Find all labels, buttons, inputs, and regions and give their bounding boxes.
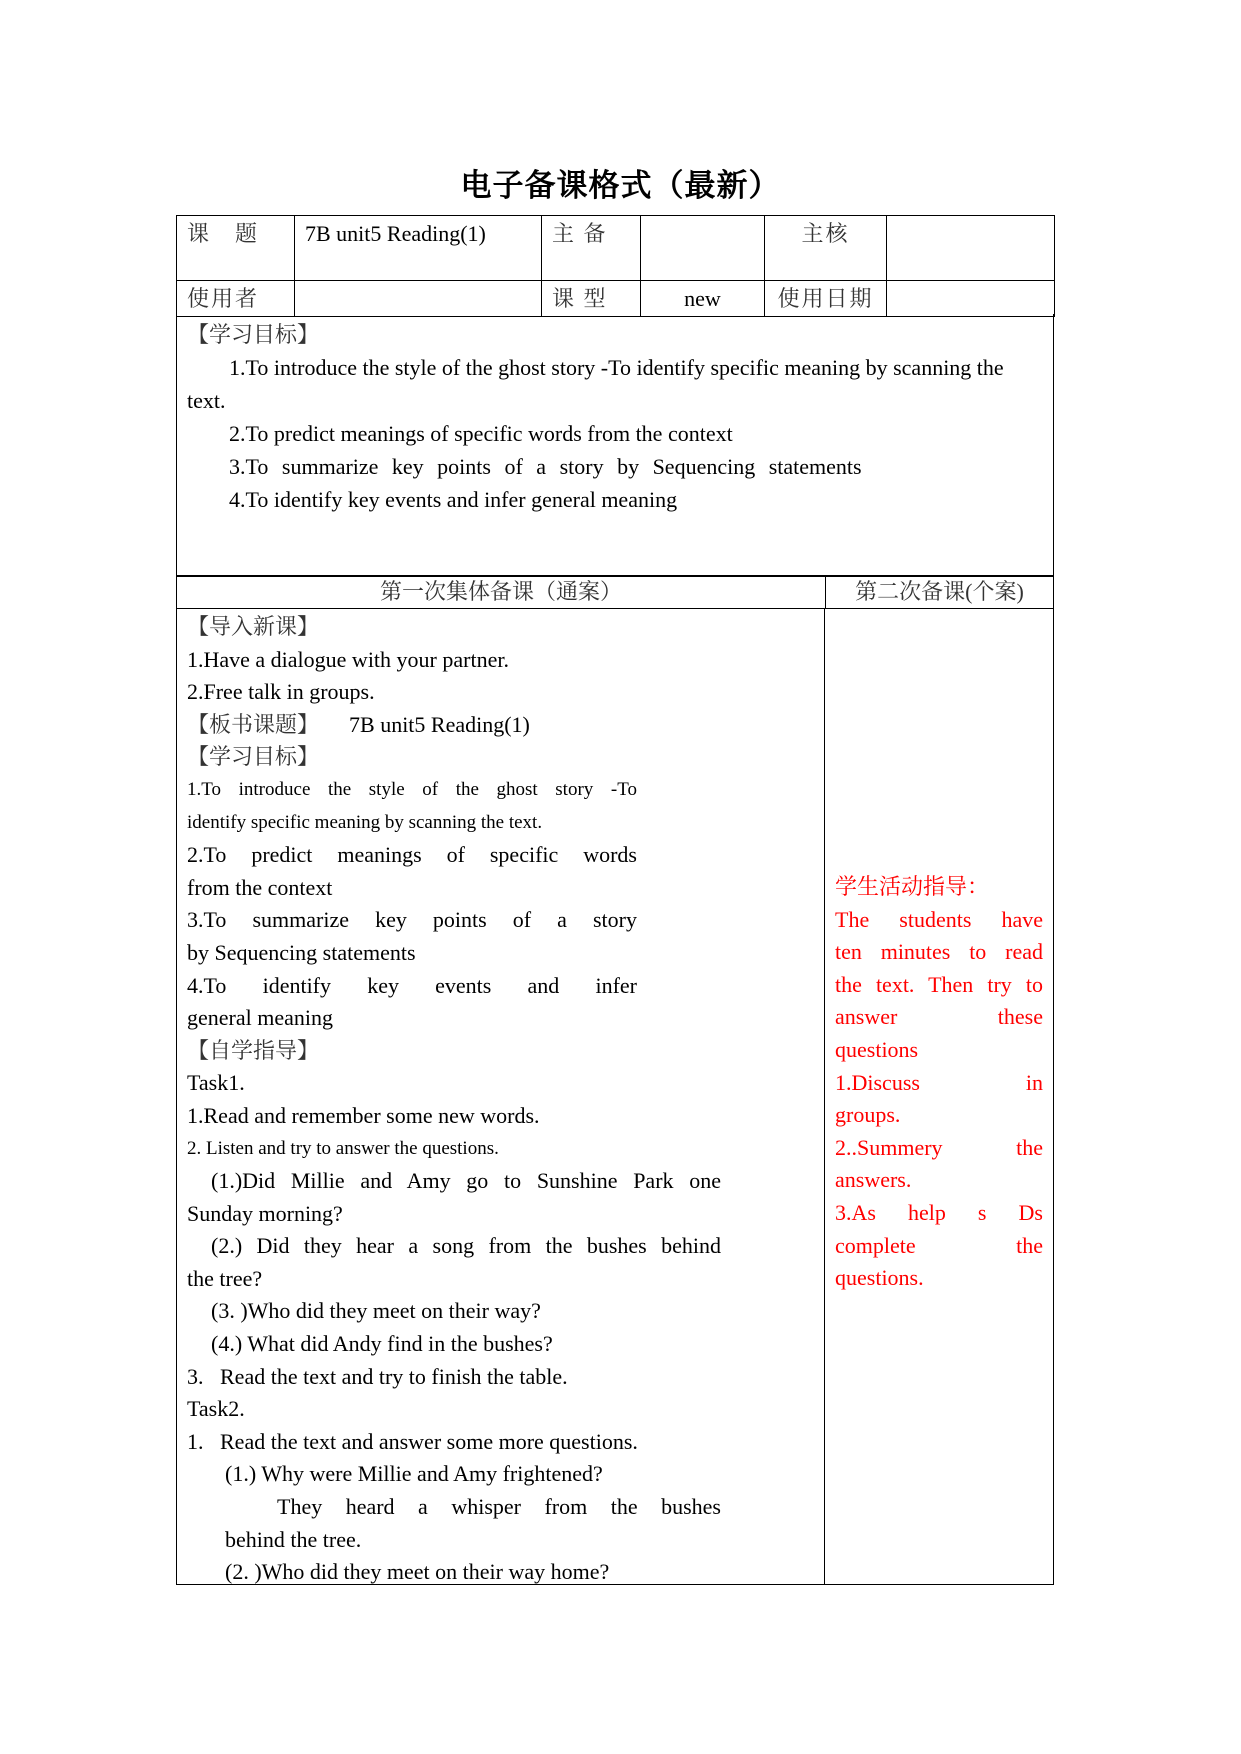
activity-line: groups. [835, 1102, 901, 1128]
task2-label: Task2. [187, 1396, 245, 1422]
task1-item: 1.Read and remember some new words. [187, 1102, 540, 1128]
task1-item: 2. Listen and try to answer the questions. [187, 1137, 499, 1159]
activity-line: The students have [835, 906, 1043, 932]
self-study-heading: 【自学指导】 [187, 1037, 320, 1063]
activity-line: ten minutes to read [835, 939, 1043, 965]
goal-line: from the context [187, 874, 333, 900]
question-line: the tree? [187, 1265, 263, 1291]
prep-label: 主 备 [542, 216, 641, 281]
lesson-body [176, 608, 1054, 1585]
question-line: (3. )Who did they meet on their way? [211, 1298, 541, 1324]
type-value: new [641, 281, 765, 317]
goal-line: 2.To predict meanings of specific words [187, 842, 637, 868]
board-value: 7B unit5 Reading(1) [349, 711, 530, 737]
second-prep-header: 第二次备课(个案) [855, 579, 1024, 604]
intro-heading: 【导入新课】 [187, 614, 320, 639]
goal-line: 3.To summarize key points of a story [187, 907, 637, 933]
goal-item: 4.To identify key events and infer general meaning [229, 487, 678, 512]
date-label: 使用日期 [765, 281, 887, 317]
user-value [295, 281, 542, 317]
review-label: 主核 [765, 216, 887, 281]
goal-line: 4.To identify key events and infer [187, 972, 637, 998]
prep-value [641, 216, 765, 281]
activity-line: complete the [835, 1232, 1043, 1258]
topic-value: 7B unit5 Reading(1) [295, 216, 542, 281]
activity-line: questions. [835, 1265, 924, 1291]
activity-line: answer these [835, 1004, 1043, 1030]
individual-plan-column [825, 608, 1053, 1584]
type-label: 课 型 [542, 281, 641, 317]
goals-heading: 【学习目标】 [187, 322, 320, 347]
activity-line: 3.As help s Ds [835, 1199, 1043, 1225]
activity-guide-heading: 学生活动指导： [835, 874, 990, 899]
goal-line: by Sequencing statements [187, 939, 416, 965]
board-heading: 【板书课题】 [187, 711, 320, 737]
goal-item: 1.To introduce the style of the ghost story -To identify specific meaning by scanning the text. [187, 355, 1004, 413]
question-line: Sunday morning? [187, 1200, 343, 1226]
question-line: (1.)Did Millie and Amy go to Sunshine Park one [211, 1168, 721, 1194]
activity-line: 1.Discuss in [835, 1069, 1043, 1095]
activity-line: answers. [835, 1167, 912, 1193]
task1-label: Task1. [187, 1070, 245, 1096]
goal-line: identify specific meaning by scanning the text. [187, 811, 543, 833]
goal-item: 3.To summarize key points of a story by Sequencing statements [229, 454, 862, 479]
document-title: 电子备课格式（最新） [460, 168, 781, 203]
task2-answer-line: They heard a whisper from the bushes [277, 1494, 721, 1520]
intro-item: 2.Free talk in groups. [187, 679, 375, 705]
goal-item: 2.To predict meanings of specific words from the context [229, 421, 733, 446]
date-value [887, 281, 1055, 317]
task2-question: (1.) Why were Millie and Amy frightened? [225, 1461, 603, 1487]
task2-answer-line: behind the tree. [225, 1526, 362, 1552]
first-prep-header: 第一次集体备课（通案） [177, 577, 826, 608]
section-header-row [176, 576, 1054, 609]
learning-goals-box [176, 314, 1054, 576]
common-plan-column [177, 608, 825, 1584]
question-line: (4.) What did Andy find in the bushes? [211, 1331, 553, 1357]
lesson-info-table [176, 215, 1055, 317]
goal-line: 1.To introduce the style of the ghost story -To [187, 778, 637, 800]
task1-item: 3. Read the text and try to finish the table. [187, 1363, 568, 1389]
user-label: 使用者 [177, 281, 295, 317]
intro-item: 1.Have a dialogue with your partner. [187, 646, 509, 672]
review-value [887, 216, 1055, 281]
activity-line: 2..Summery the [835, 1134, 1043, 1160]
goal-line: general meaning [187, 1005, 333, 1031]
question-line: (2.) Did they hear a song from the bushes behind [211, 1233, 721, 1259]
goals-heading-2: 【学习目标】 [187, 744, 320, 770]
activity-line: questions [835, 1036, 919, 1062]
task2-question: (2. )Who did they meet on their way home? [225, 1559, 610, 1585]
board-title-line [187, 709, 814, 742]
task2-item: 1. Read the text and answer some more questions. [187, 1428, 638, 1454]
topic-label: 课 题 [177, 216, 295, 281]
activity-line: the text. Then try to [835, 971, 1043, 997]
